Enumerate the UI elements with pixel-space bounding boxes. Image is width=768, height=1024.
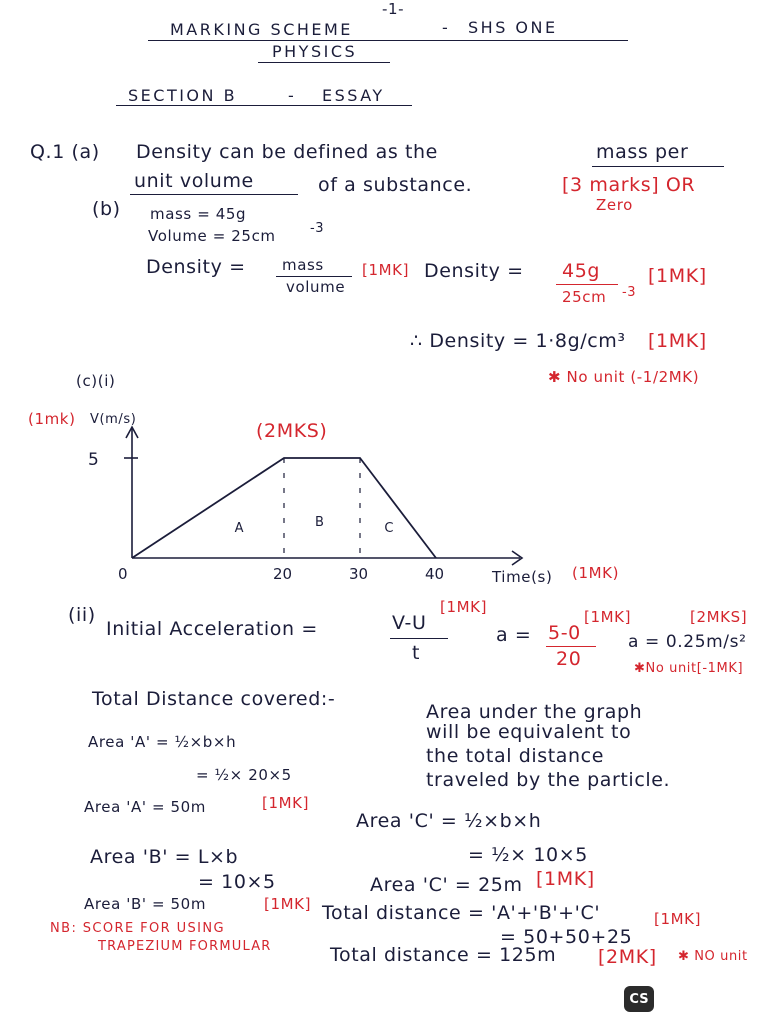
q1a-label: Q.1 (a) bbox=[30, 141, 100, 163]
q1c2-areaB-3: Area 'B' = 50m bbox=[84, 895, 207, 913]
q1a-zero: Zero bbox=[596, 196, 633, 214]
q1b-no-unit: ✱ No unit (-1/2MK) bbox=[548, 368, 700, 386]
q1c2-note-3: the total distance bbox=[426, 745, 605, 767]
q1c2-nb-1: NB: SCORE FOR USING bbox=[50, 921, 225, 936]
q1c2-no-unit: ✱No unit[-1MK] bbox=[634, 661, 744, 676]
q1c-y-mark: (1mk) bbox=[28, 410, 76, 428]
q1c2-areaA-2: = ½× 20×5 bbox=[196, 766, 292, 784]
q1c2-areaB-2: = 10×5 bbox=[198, 871, 276, 893]
q1c2-accel-lhs: Initial Acceleration = bbox=[106, 618, 318, 640]
q1b-mass: mass = 45g bbox=[150, 205, 247, 223]
title-marking-scheme: MARKING SCHEME bbox=[170, 20, 353, 39]
q1c2-a-num: 5-0 bbox=[548, 622, 581, 644]
q1c2-mark-c: [2MKS] bbox=[690, 608, 748, 626]
q1c2-total-heading: Total Distance covered:- bbox=[92, 688, 336, 710]
q1c2-areaA-3: Area 'A' = 50m bbox=[84, 798, 206, 816]
q1c2-accel-den: t bbox=[412, 642, 421, 664]
q1c-label: (c)(i) bbox=[76, 372, 116, 390]
q1c2-note-2: will be equivalent to bbox=[426, 721, 632, 743]
q1c-x-mark: (1MK) bbox=[572, 564, 620, 582]
q1c2-total-2: = 50+50+25 bbox=[500, 926, 633, 948]
graph-marks bbox=[132, 458, 436, 558]
q1b-frac2-num: 45g bbox=[562, 260, 601, 282]
x-tick-label-20: 20 bbox=[273, 565, 293, 583]
q1c2-areaB-1: Area 'B' = L×b bbox=[90, 846, 239, 868]
section-title: SECTION B bbox=[128, 86, 238, 105]
q1c2-a-lhs: a = bbox=[496, 624, 532, 646]
q1c2-no-unit-2: ✱ NO unit bbox=[678, 949, 748, 964]
page-number: -1- bbox=[382, 0, 405, 18]
graph-axes bbox=[124, 427, 522, 565]
subject-title: PHYSICS bbox=[272, 42, 358, 61]
q1b-frac-num: mass bbox=[282, 256, 324, 274]
y-tick-label-5: 5 bbox=[88, 450, 99, 470]
q1c-graph-mark: (2MKS) bbox=[256, 420, 328, 442]
q1a-marks: [3 marks] OR bbox=[562, 174, 696, 196]
x-tick-label-40: 40 bbox=[425, 565, 445, 583]
section-dash: - bbox=[288, 86, 297, 105]
q1a-line2: of a substance. bbox=[318, 174, 473, 196]
q1b-frac2-den: 25cm bbox=[562, 288, 607, 306]
q1b-volume: Volume = 25cm bbox=[148, 227, 276, 245]
q1a-line1-underlined: mass per bbox=[596, 141, 689, 163]
q1b-frac2-den-exp: -3 bbox=[622, 285, 637, 300]
q1c2-mark-A: [1MK] bbox=[262, 794, 310, 812]
q1c2-accel-num: V-U bbox=[392, 612, 427, 634]
q1c2-nb-2: TRAPEZIUM FORMULAR bbox=[98, 939, 272, 954]
q1c2-note-1: Area under the graph bbox=[426, 701, 643, 723]
q1a-line2-underlined: unit volume bbox=[134, 170, 254, 192]
x-tick-label-0: 0 bbox=[118, 565, 128, 583]
q1b-volume-exp: -3 bbox=[310, 221, 325, 236]
q1b-mark-1: [1MK] bbox=[362, 261, 410, 279]
q1c2-mark-C: [1MK] bbox=[536, 868, 595, 890]
title-shs-one: SHS ONE bbox=[468, 18, 558, 37]
section-type: ESSAY bbox=[322, 86, 385, 105]
q1c2-areaC-3: Area 'C' = 25m bbox=[370, 874, 523, 896]
q1c2-a-result: a = 0.25m/s² bbox=[628, 632, 747, 652]
q1c2-mark-B: [1MK] bbox=[264, 895, 312, 913]
q1c2-areaC-1: Area 'C' = ½×b×h bbox=[356, 810, 542, 832]
region-label-A: A bbox=[234, 521, 244, 536]
camscanner-badge: CS bbox=[624, 986, 654, 1012]
q1c2-accel-bar bbox=[390, 638, 448, 639]
q1c2-mark-t1: [1MK] bbox=[654, 910, 702, 928]
q1c2-note-4: traveled by the particle. bbox=[426, 769, 671, 791]
q1c2-areaA-1: Area 'A' = ½×b×h bbox=[88, 733, 237, 751]
q1c2-a-bar bbox=[546, 646, 596, 647]
q1c-ylabel: V(m/s) bbox=[90, 412, 137, 427]
q1a-line1: Density can be defined as the bbox=[136, 141, 438, 163]
q1c2-total-1: Total distance = 'A'+'B'+'C' bbox=[322, 902, 601, 924]
region-label-B: B bbox=[315, 515, 324, 530]
title-dash: - bbox=[442, 18, 451, 37]
region-label-C: C bbox=[384, 521, 394, 536]
q1c-xlabel: Time(s) bbox=[492, 568, 553, 586]
q1b-mark-2: [1MK] bbox=[648, 265, 707, 287]
q1c2-mark-t2: [2MK] bbox=[598, 946, 657, 968]
x-tick-label-30: 30 bbox=[349, 565, 369, 583]
q1c2-total-3: Total distance = 125m bbox=[330, 944, 557, 966]
q1c2-mark-a: [1MK] bbox=[440, 598, 488, 616]
q1b-result: ∴ Density = 1·8g/cm³ bbox=[410, 330, 626, 352]
q1c2-areaC-2: = ½× 10×5 bbox=[468, 844, 588, 866]
q1c2-mark-b: [1MK] bbox=[584, 608, 632, 626]
q1b-label: (b) bbox=[92, 198, 121, 220]
q1b-density2-lhs: Density = bbox=[424, 260, 524, 282]
q1b-frac-den: volume bbox=[286, 278, 346, 296]
q1c2-a-den: 20 bbox=[556, 648, 582, 670]
q1b-density-lhs: Density = bbox=[146, 256, 246, 278]
q1c2-label: (ii) bbox=[68, 604, 96, 626]
q1b-mark-3: [1MK] bbox=[648, 330, 707, 352]
